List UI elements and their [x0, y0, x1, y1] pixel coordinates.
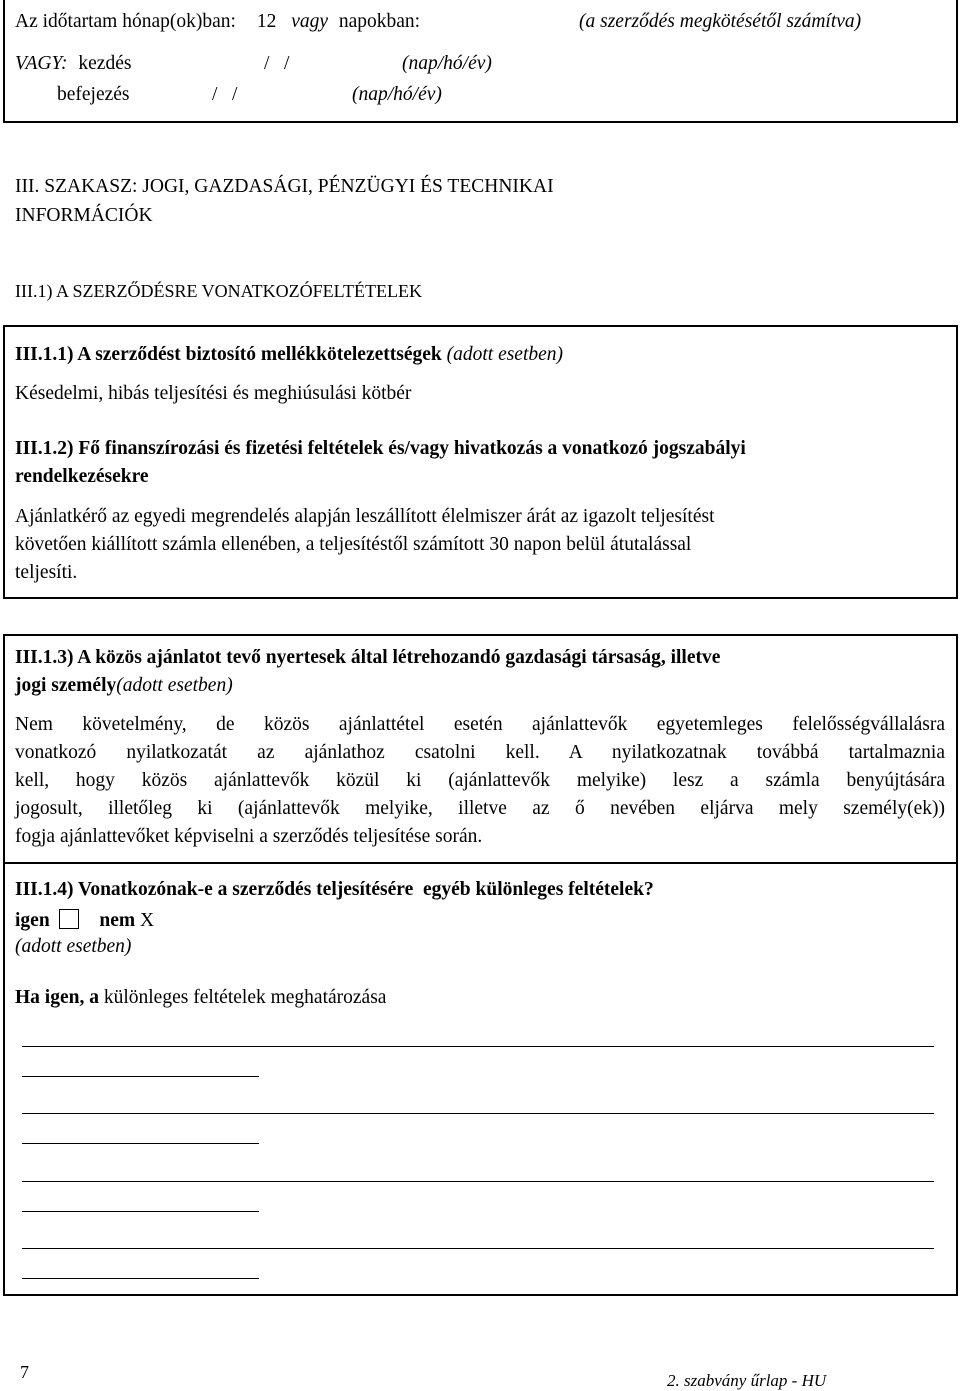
- yes-label: igen: [15, 910, 50, 931]
- if-yes-rest: különleges feltételek meghatározása: [103, 987, 387, 1008]
- blank-line-2-long[interactable]: [22, 1113, 934, 1114]
- q313-note: (adott esetben): [116, 675, 233, 696]
- subsection-title: III.1) A SZERZŐDÉSRE VONATKOZÓFELTÉTELEK: [15, 281, 422, 301]
- duration-start-row: [15, 54, 131, 74]
- start-date-slashes: / /: [264, 53, 290, 74]
- q313-q314-divider: [3, 862, 958, 864]
- q311-heading-row: [15, 345, 563, 365]
- end-date-format: (nap/hó/év): [352, 84, 442, 105]
- section-title-line1: III. SZAKASZ: JOGI, GAZDASÁGI, PÉNZÜGYI ÉS TECHNIKAI: [15, 176, 554, 197]
- no-checkbox-mark[interactable]: X: [140, 910, 155, 931]
- end-label: befejezés: [57, 84, 130, 105]
- duration-months-row: [15, 12, 420, 32]
- q311-note: (adott esetben): [446, 344, 564, 365]
- q314-heading: III.1.4) Vonatkozónak-e a szerződés teljesítésére egyéb különleges feltételek?: [15, 879, 654, 900]
- q311-heading: III.1.1) A szerződést biztosító mellékkötelezettségek: [15, 344, 442, 365]
- q313-answer-line1: Nem követelmény, de közös ajánlattétel esetén ajánlattevők egyetemleges felelősségvállalásra: [15, 714, 945, 735]
- q311-answer: Késedelmi, hibás teljesítési és meghiúsulási kötbér: [15, 383, 412, 404]
- page-number: 7: [20, 1362, 29, 1382]
- q312-heading-line1: III.1.2) Fő finanszírozási és fizetési feltételek és/vagy hivatkozás a vonatkozó jogszabályi: [15, 438, 746, 459]
- q311-q312-box: [3, 325, 958, 599]
- q312-heading-line2: rendelkezésekre: [15, 466, 149, 487]
- end-date-slashes: / /: [212, 84, 238, 105]
- duration-or: vagy: [291, 11, 328, 32]
- blank-line-4-short[interactable]: [22, 1278, 259, 1279]
- blank-line-3-short[interactable]: [22, 1211, 259, 1212]
- blank-line-1-short[interactable]: [22, 1076, 259, 1077]
- q313-answer-line2: vonatkozó nyilatkozatát az ajánlathoz csatolni kell. A nyilatkozatnak továbbá tartalmaznia: [15, 742, 945, 763]
- q314-options-row: [15, 909, 154, 931]
- no-label: nem: [99, 910, 136, 931]
- blank-line-2-short[interactable]: [22, 1143, 259, 1144]
- if-yes-bold: Ha igen, a: [15, 987, 99, 1008]
- start-label: kezdés: [78, 53, 132, 74]
- start-date-format: (nap/hó/év): [402, 53, 492, 74]
- blank-line-4-long[interactable]: [22, 1248, 934, 1249]
- duration-days-label: napokban:: [338, 11, 421, 32]
- q313-answer-line5: fogja ajánlattevőket képviselni a szerződés teljesítése során.: [15, 826, 483, 847]
- blank-line-1-long[interactable]: [22, 1046, 934, 1047]
- q313-heading-line1: III.1.3) A közös ajánlatot tevő nyertesek által létrehozandó gazdasági társaság, illetve: [15, 647, 721, 668]
- if-yes-row: [15, 988, 386, 1008]
- q313-answer-line4: jogosult, illetőleg ki (ajánlattevők melyike, illetve az ő nevében eljárva mely személy(ek)): [15, 798, 945, 819]
- section-title-line2: INFORMÁCIÓK: [15, 205, 153, 226]
- q312-answer-line1: Ajánlatkérő az egyedi megrendelés alapján leszállított élelmiszer árát az igazolt teljesítést: [15, 506, 715, 527]
- q312-answer-line2: követően kiállított számla ellenében, a teljesítéstől számított 30 napon belül átutalással: [15, 534, 692, 555]
- blank-line-3-long[interactable]: [22, 1181, 934, 1182]
- q312-answer-line3: teljesíti.: [15, 562, 78, 583]
- yes-checkbox[interactable]: [59, 909, 79, 929]
- form-name: 2. szabvány űrlap - HU: [667, 1371, 827, 1390]
- q313-answer-line3: kell, hogy közös ajánlattevők közül ki (ajánlattevők melyike) lesz a számla benyújtására: [15, 770, 945, 791]
- or-prefix: VAGY:: [15, 53, 68, 74]
- duration-note: (a szerződés megkötésétől számítva): [579, 11, 862, 32]
- q314-note: (adott esetben): [15, 936, 132, 957]
- duration-months-value: 12: [256, 11, 277, 32]
- duration-label: Az időtartam hónap(ok)ban:: [15, 11, 236, 32]
- q313-heading-line2: jogi személy(adott esetben): [15, 675, 233, 696]
